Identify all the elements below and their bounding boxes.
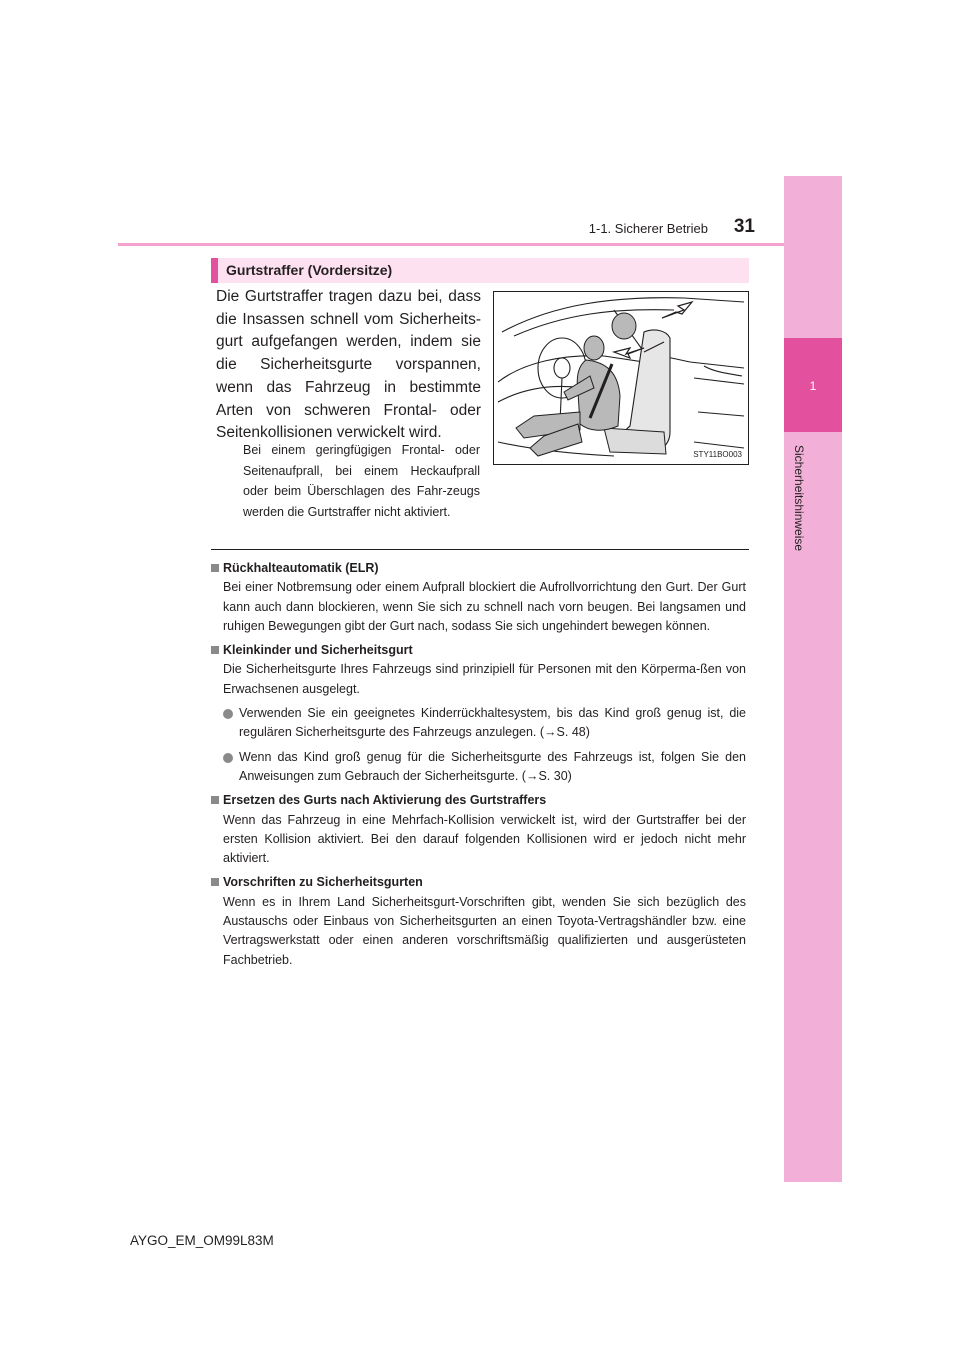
info-item (211, 873, 746, 969)
info-item-title (211, 559, 746, 578)
square-bullet-icon (211, 564, 219, 572)
car-interior-drawing (494, 292, 748, 464)
info-item-title (211, 873, 746, 892)
info-item (211, 559, 746, 636)
info-item-body: Die Sicherheitsgurte Ihres Fahrzeugs sind prinzipiell für Personen mit den Körperma-ßen von Erwachsenen ausgelegt. (223, 662, 746, 696)
info-item-body: Wenn das Fahrzeug in eine Mehrfach-Kollision verwickelt ist, wird der Gurtstraffer bei der ersten Kollision aktiviert. Bei den darauf folgenden Kollisionen wird er jedoch nicht mehr aktiviert. (223, 812, 746, 866)
square-bullet-icon (211, 646, 219, 654)
round-bullet-item (211, 704, 746, 743)
info-item-body: Bei einer Notbremsung oder einem Aufprall blockiert die Aufrollvorrichtung den Gurt. Der Gurt kann auch dann blockieren, wenn Sie sich zu schnell nach vorn beugen. Bei langsamen und ruhigen Bewegungen gibt der Gurt nach, sodass Sie sich ungehindert bewegen können. (223, 580, 746, 633)
chapter-number: 1 (809, 379, 817, 393)
intro-paragraph: Die Gurtstraffer tragen dazu bei, dass die Insassen schnell vom Sicherheits-gurt aufgefangen werden, indem sie die Sicherheitsgurte vorspannen, wenn das Fahrzeug in bestimmte Arten von schweren Frontal- oder Seitenkollisionen verwickelt wird. (216, 288, 481, 442)
circle-bullet-icon (223, 753, 233, 763)
section-label: 1-1. Sicherer Betrieb (588, 221, 708, 236)
round-bullet-text: Verwenden Sie ein geeignetes Kinderrückhaltesystem, bis das Kind groß genug ist, die regulären Sicherheitsgurte des Fahrzeugs anzulegen. (→S. 48) (239, 706, 746, 740)
header-rule (118, 243, 784, 246)
section-heading-accent (211, 258, 218, 283)
document-code-footer: AYGO_EM_OM99L83M (130, 1233, 274, 1248)
round-bullet-item (211, 748, 746, 787)
square-bullet-icon (211, 796, 219, 804)
info-item-body: Wenn es in Ihrem Land Sicherheitsgurt-Vorschriften gibt, wenden Sie sich bezüglich des Austauschs oder Einbaus von Sicherheitsgurten an einen Toyota-Vertragshändler bzw. eine Vertragswerkstatt oder einen anderen vorschriftsmäßig qualifizierten und ausgerüsteten Fachbetrieb. (223, 894, 746, 967)
chapter-side-tab (784, 176, 842, 1182)
info-item (211, 641, 746, 786)
chapter-title: Sicherheitshinweise (792, 445, 806, 552)
info-item-title (211, 641, 746, 660)
note-paragraph: Bei einem geringfügigen Frontal- oder Seitenaufprall, bei einem Heckaufprall oder beim Überschlagen des Fahr-zeugs werden die Gurtstraffer nicht aktiviert. (243, 443, 480, 519)
info-item-title-text: Ersetzen des Gurts nach Aktivierung des Gurtstraffers (223, 793, 547, 808)
section-divider (211, 549, 749, 550)
seatbelt-pretensioner-illustration (493, 291, 749, 465)
info-item-title-text: Rückhalteautomatik (ELR) (223, 561, 379, 575)
info-item-title-text: Kleinkinder und Sicherheitsgurt (223, 643, 413, 658)
square-bullet-icon (211, 878, 219, 886)
circle-bullet-icon (223, 709, 233, 719)
round-bullet-text: Wenn das Kind groß genug für die Sicherheitsgurte des Fahrzeugs ist, folgen Sie den Anweisungen zum Gebrauch der Sicherheitsgurte. (→S. 30) (239, 749, 746, 783)
info-item (211, 791, 746, 868)
info-item-title-text: Vorschriften zu Sicherheitsgurten (223, 875, 423, 890)
section-heading: Gurtstraffer (Vordersitze) (226, 262, 393, 278)
info-item-title (211, 791, 746, 810)
page-number: 31 (733, 216, 755, 237)
illustration-code: STY11BO003 (693, 450, 742, 459)
info-list (211, 559, 746, 970)
